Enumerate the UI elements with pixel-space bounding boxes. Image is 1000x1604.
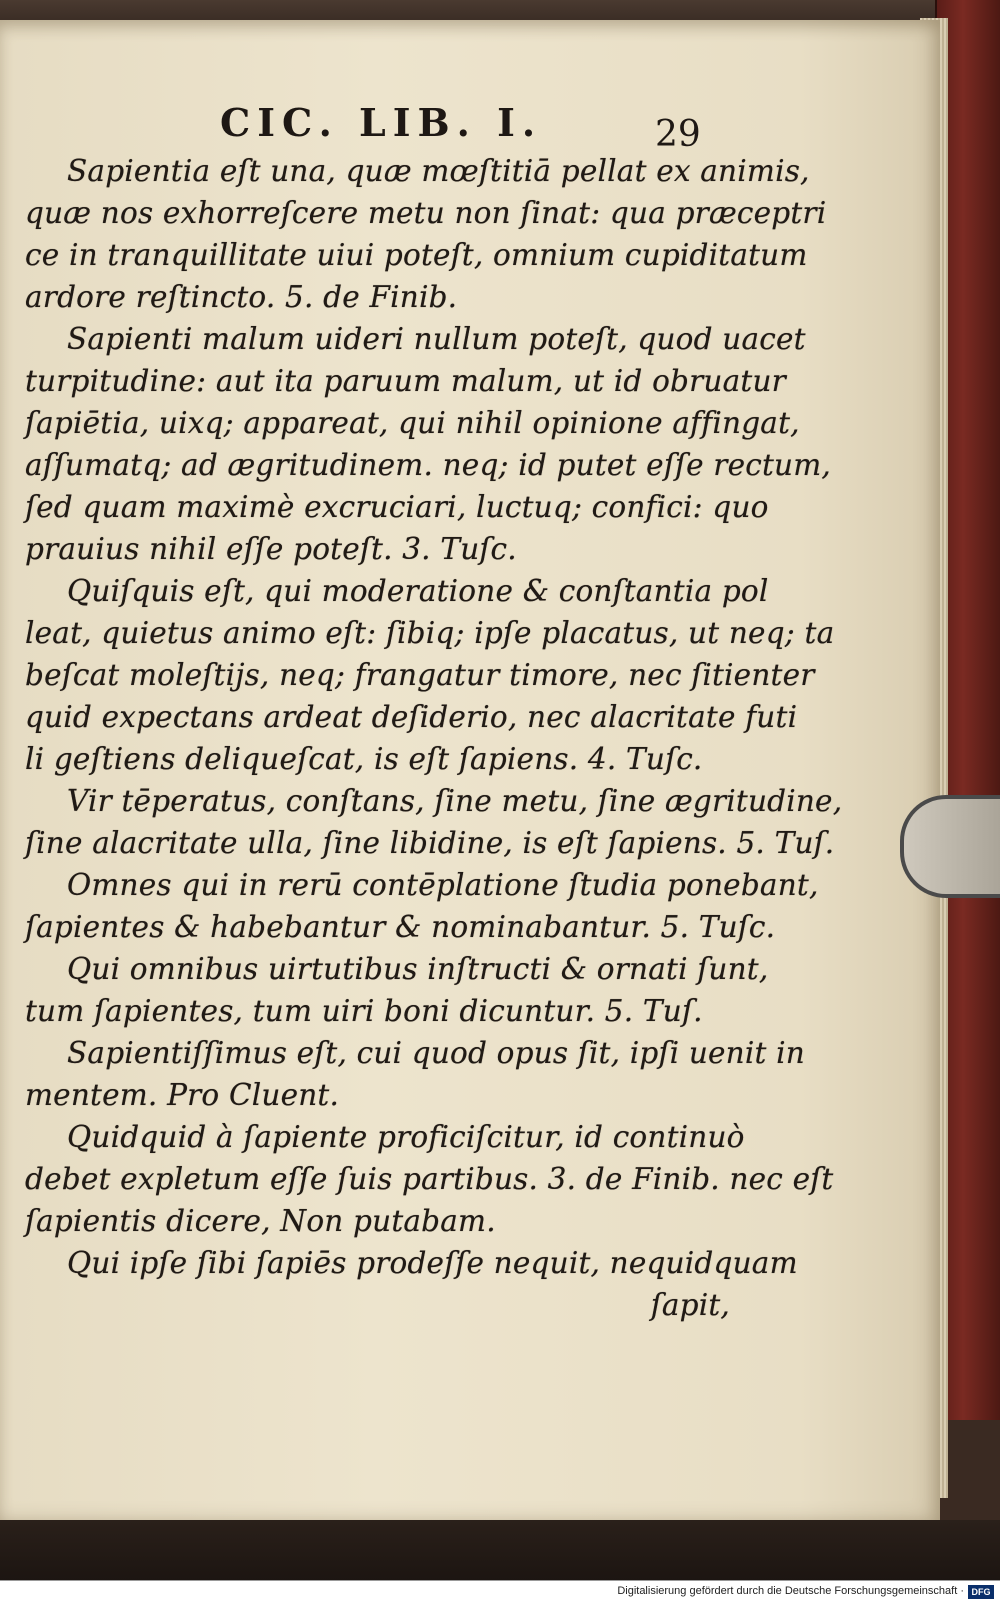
text-line: Qui ipſe ſibi ſapiēs prodeſſe nequit, nequidquam	[67, 1246, 798, 1280]
text-line: Quidquid à ſapiente proficiſcitur, id continuò	[67, 1120, 745, 1154]
text-line: debet expletum eſſe ſuis partibus. 3. de Finib. nec eſt	[25, 1162, 834, 1196]
text-line: beſcat moleſtijs, neq; frangatur timore, nec ſitienter	[25, 658, 815, 692]
text-line: ſapiētia, uixq; appareat, qui nihil opinione affingat,	[25, 406, 800, 440]
digitization-footer	[0, 1580, 1000, 1604]
text-line: ſine alacritate ulla, ſine libidine, is eſt ſapiens. 5. Tuſ.	[25, 826, 835, 860]
text-line: prauius nihil eſſe poteſt. 3. Tuſc.	[25, 532, 517, 566]
footer-credit: Digitalisierung gefördert durch die Deutsche Forschungsgemeinschaft ·	[617, 1585, 964, 1597]
dfg-logo-icon: DFG	[968, 1585, 994, 1599]
text-block	[25, 150, 843, 1326]
catchword: ſapit,	[650, 1288, 730, 1322]
text-line: ſapientis dicere, Non putabam.	[25, 1204, 496, 1238]
running-title: CIC. LIB. I.	[220, 100, 543, 145]
text-line: ce in tranquillitate uiui poteſt, omnium cupiditatum	[25, 238, 808, 272]
page-number: 29	[655, 114, 701, 155]
text-line: Quiſquis eſt, qui moderatione & conſtantia pol	[67, 574, 769, 608]
text-line: quæ nos exhorreſcere metu non ſinat: qua præceptri	[25, 196, 827, 230]
book-page	[0, 20, 940, 1520]
text-line: Sapienti malum uideri nullum poteſt, quod uacet	[67, 322, 806, 356]
text-line: leat, quietus animo eſt: ſibiq; ipſe placatus, ut neq; ta	[25, 616, 835, 650]
text-line: Omnes qui in rerū contēplatione ſtudia ponebant,	[67, 868, 819, 902]
text-line: Sapientia eſt una, quæ mœſtitiā pellat ex animis,	[67, 154, 810, 188]
text-line: ſapientes & habebantur & nominabantur. 5. Tuſc.	[25, 910, 776, 944]
text-line: mentem. Pro Cluent.	[25, 1078, 340, 1112]
page-header	[0, 92, 940, 155]
text-line: ardore reſtincto. 5. de Finib.	[25, 280, 458, 314]
text-line: quid expectans ardeat deſiderio, nec alacritate futi	[25, 700, 798, 734]
text-line: Sapientiſſimus eſt, cui quod opus ſit, ipſi uenit in	[67, 1036, 805, 1070]
text-line: Qui omnibus uirtutibus inſtructi & ornati ſunt,	[67, 952, 769, 986]
book-clasp	[900, 795, 1000, 898]
text-line: turpitudine: aut ita paruum malum, ut id obruatur	[25, 364, 786, 398]
text-line: tum ſapientes, tum uiri boni dicuntur. 5. Tuſ.	[25, 994, 703, 1028]
text-line: ſed quam maximè excruciari, luctuq; confici: quo	[25, 490, 769, 524]
text-line: aſſumatq; ad ægritudinem. neq; id putet eſſe rectum,	[25, 448, 831, 482]
text-line: Vir tēperatus, conſtans, ſine metu, ſine ægritudine,	[67, 784, 843, 818]
text-line: li geſtiens deliqueſcat, is eſt ſapiens. 4. Tuſc.	[25, 742, 703, 776]
